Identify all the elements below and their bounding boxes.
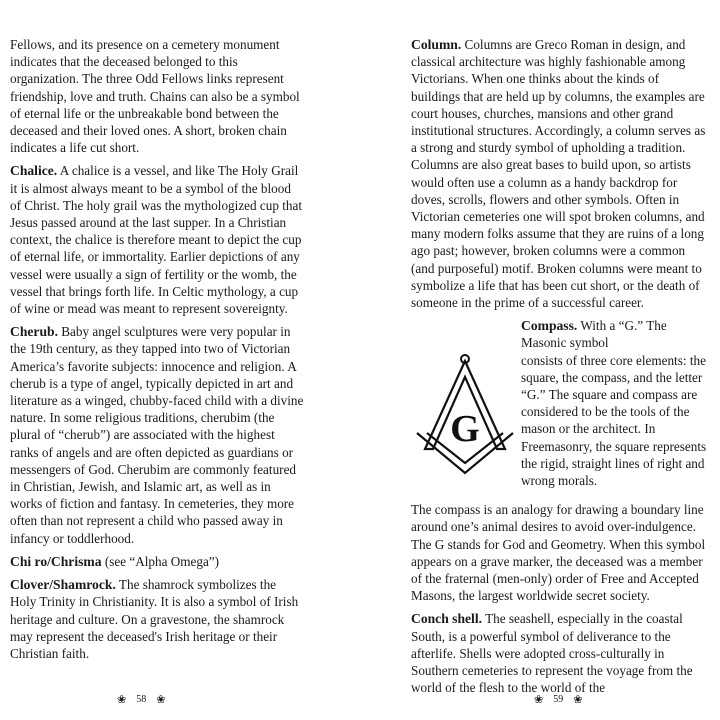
compass-side-text: consists of three core elements: the square, the compass, and the letter “G.” The square and compass are considered to be the tools of the mason or the architect. In Freemasonry, the square represents the rigid, straight lines of right and wrong morals. (521, 352, 707, 489)
entry-text: Baby angel sculptures were very popular in the 19th century, as they tapped into two of Victorian America’s favorite subjects: innocence and religion. A cherub is a type of angel, typically depicted in art and literature as a winged, chubby-faced child with a divine nature. In some religious traditions, cherubim (the plural of “cherub”) are associated with the highest ranks of angels and are often depicted as guardians or messengers of God. Cherubim are commonly featured in Christian, Jewish, and Islamic art, as well as in works of fiction and fantasy. In cemeteries, they more often than not represent a child who passed away in infancy or toddlerhood. (10, 324, 304, 546)
left-page-footer (117, 693, 165, 706)
entry-term: Chalice. (10, 163, 58, 179)
entry-term: Chi ro/Chrisma (10, 553, 102, 569)
square-and-compass-icon (411, 341, 519, 501)
entry-compass (411, 317, 711, 501)
flower-ornament-icon: ❀ (117, 694, 127, 706)
entry-cherub (10, 323, 304, 547)
entry-term: Clover/Shamrock. (10, 577, 116, 593)
entry-term: Compass. (521, 318, 578, 334)
intro-paragraph: Fellows, and its presence on a cemetery monument indicates that the deceased belonged to this organization. The three Odd Fellows links represent friendship, love and truth. Chains can also be a symbol of eternal life or the unbreakable bond between the deceased and their loved ones. A short, broken chain indicates a life cut short. (10, 37, 300, 156)
entry-column (411, 36, 711, 311)
page-number: 58 (136, 694, 147, 705)
page-number: 59 (553, 694, 564, 705)
compass-side-text-block (519, 317, 711, 489)
entry-text: The seashell, especially in the coastal South, is a powerful symbol of deliverance to the afterlife. Shells were adopted cross-culturally in Southern cemeteries to represent the voyage from the world of the flesh to the world of the (411, 611, 693, 696)
entry-term: Conch shell. (411, 611, 483, 627)
entry-text: With a “G.” The Masonic symbol (521, 318, 667, 351)
entry-chi-ro (10, 553, 304, 570)
entry-chalice (10, 162, 304, 317)
emblem-letter: G (450, 408, 480, 451)
right-page-footer (534, 693, 582, 706)
entry-text: A chalice is a vessel, and like The Holy Grail it is almost always meant to be a symbol of the blood of Christ. The holy grail was the mythologized cup that Jesus passed around at the last supper. In a Christian context, the chalice is therefore meant to depict the cup of eternal life, or immortality. Earlier depictions of any vessel were usually a sign of fertility or the womb, the vessel that brings forth life. In Celtic mythology, a cup of wine or mead was meant to represent sovereignty. (10, 163, 303, 317)
entry-clover (10, 576, 304, 662)
entry-conch-shell (411, 610, 711, 696)
flower-ornament-icon: ❀ (534, 694, 544, 706)
flower-ornament-icon: ❀ (156, 694, 166, 706)
entry-term: Cherub. (10, 324, 58, 340)
flower-ornament-icon: ❀ (573, 694, 583, 706)
right-page-column (411, 36, 711, 702)
entry-text: Columns are Greco Roman in design, and classical architecture was highly fashionable among Victorians. When one thinks about the kinds of buildings that are held up by columns, the examples are court houses, churches, mansions and other grand institutional structures. Accordingly, a column serves as a strong and sturdy symbol of upholding a tradition. Columns are also great bases to build upon, so artists would often use a column as a handy backdrop for doves, scrolls, flowers and other symbols. Often in Victorian cemeteries one will spot broken columns, and many modern folks assume that they are ruins of a long ago past; however, broken columns were a common (and purposeful) motif. Broken columns were meant to symbolize a life that has been cut short, or the death of someone in the prime of a successful career. (411, 37, 706, 311)
entry-text: (see “Alpha Omega”) (101, 553, 220, 569)
entry-term: Column. (411, 37, 462, 52)
left-page-column (10, 36, 304, 668)
entry-text: The shamrock symbolizes the Holy Trinity in Christianity. It is also a symbol of Irish heritage and culture. On a gravestone, the shamrock may represent the deceased's Irish heritage or their Christian faith. (10, 577, 299, 661)
compass-heading-line (521, 317, 711, 351)
compass-continued-text: The compass is an analogy for drawing a boundary line around one’s animal desires to avoid over-indulgence. The G stands for God and Geometry. When this symbol appears on a grave marker, the deceased was a member of the fraternal (men-only) order of Free and Accepted Masons, the largest worldwide secret society. (411, 502, 706, 604)
